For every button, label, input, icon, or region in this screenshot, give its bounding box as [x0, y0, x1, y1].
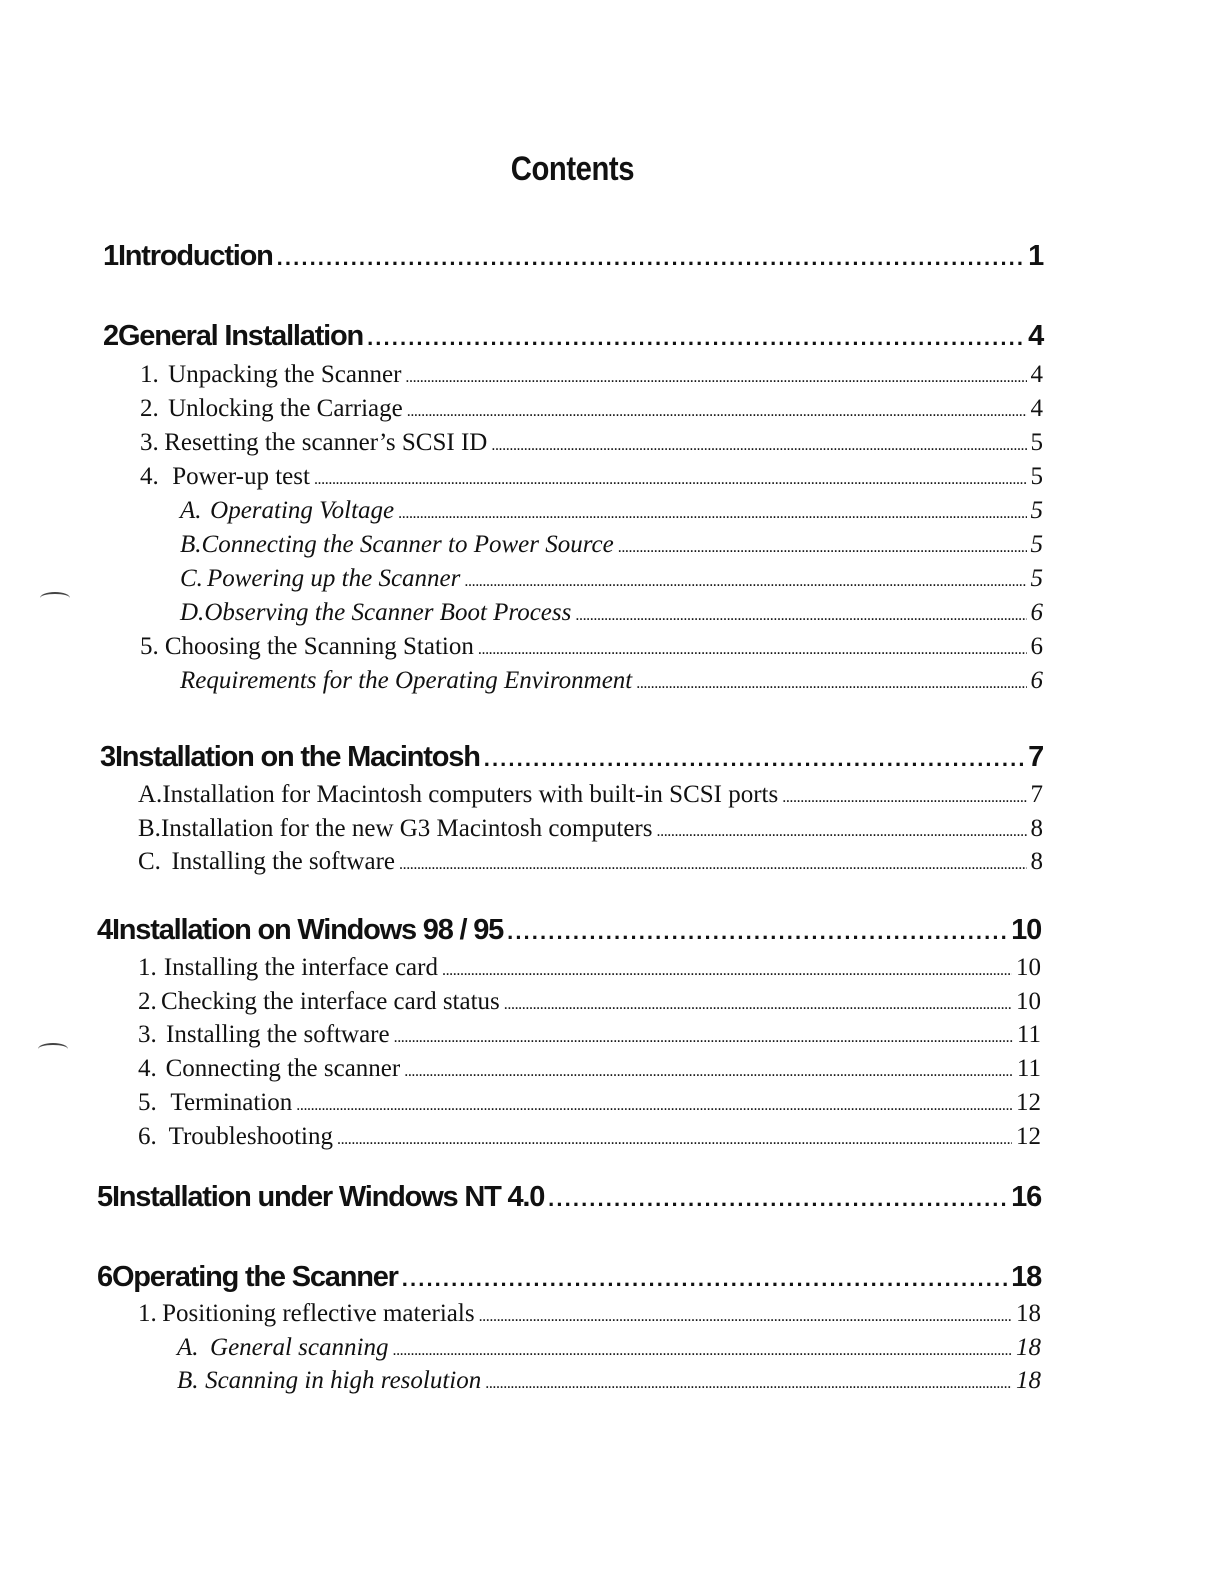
chapter-number: 5	[97, 1181, 112, 1213]
entry-title: Checking the interface card status	[161, 988, 500, 1015]
toc-entry-4-3[interactable]	[138, 1019, 1041, 1051]
dot-leader	[296, 1090, 1012, 1122]
toc-chapter-6[interactable]	[97, 1259, 1041, 1295]
page-number: 18	[1016, 1367, 1041, 1394]
toc-entry-4-6[interactable]	[138, 1121, 1041, 1153]
toc-entry-2-4-c[interactable]	[180, 563, 1043, 595]
entry-number: 1.	[138, 1300, 157, 1327]
entry-number: 1.	[140, 361, 159, 388]
entry-number: 6.	[138, 1123, 157, 1150]
toc-entry-2-5[interactable]	[140, 631, 1043, 663]
toc-entry-2-4-b[interactable]	[180, 529, 1043, 561]
toc-entry-2-4-a[interactable]	[180, 495, 1043, 527]
dot-leader	[407, 396, 1027, 428]
page-number: 10	[1016, 954, 1041, 981]
page-number: 12	[1016, 1123, 1041, 1150]
dot-leader	[398, 498, 1026, 530]
dot-leader	[394, 1022, 1013, 1054]
dot-leader	[657, 816, 1027, 848]
dot-leader	[479, 1301, 1012, 1333]
page-number: 5	[1030, 429, 1043, 456]
toc-entry-6-1-b[interactable]	[177, 1365, 1041, 1397]
page-number: 4	[1030, 395, 1043, 422]
entry-title: Installing the software	[171, 848, 395, 875]
page-number: 6	[1030, 667, 1043, 694]
chapter-number: 4	[97, 914, 112, 946]
chapter-title: Introduction	[117, 240, 273, 272]
entry-number: 2.	[138, 988, 157, 1015]
dot-leader	[478, 634, 1027, 666]
dot-leader	[504, 989, 1012, 1021]
page-number: 7	[1028, 741, 1043, 773]
entry-title: Connecting the Scanner to Power Source	[201, 531, 614, 558]
dot-leader	[548, 1181, 1007, 1217]
toc-chapter-1[interactable]	[103, 238, 1043, 274]
dot-leader	[491, 430, 1026, 462]
page-number: 11	[1016, 1021, 1041, 1048]
dot-leader	[782, 782, 1026, 814]
dot-leader	[367, 320, 1024, 356]
entry-number: 1.	[138, 954, 157, 981]
scan-mark	[38, 1043, 68, 1055]
entry-title: Scanning in high resolution	[205, 1367, 482, 1394]
chapter-number: 3	[100, 741, 115, 773]
page-number: 10	[1016, 988, 1041, 1015]
dot-leader	[442, 955, 1012, 987]
scan-mark	[40, 592, 70, 604]
toc-entry-2-4[interactable]	[140, 461, 1043, 493]
entry-letter: B.	[138, 815, 161, 842]
dot-leader	[402, 1261, 1007, 1297]
page-number: 5	[1030, 531, 1043, 558]
entry-title: Power-up test	[172, 463, 310, 490]
entry-number: 2.	[140, 395, 159, 422]
dot-leader	[405, 362, 1026, 394]
page-number: 8	[1030, 815, 1043, 842]
dot-leader	[314, 464, 1027, 496]
entry-number: 5.	[140, 633, 159, 660]
page-number: 8	[1030, 848, 1043, 875]
toc-entry-3-c[interactable]	[138, 846, 1043, 878]
entry-title: Termination	[170, 1089, 293, 1116]
entry-letter: B.	[177, 1367, 199, 1394]
toc-entry-2-1[interactable]	[140, 359, 1043, 391]
entry-letter: D.	[180, 599, 205, 626]
entry-number: 3.	[138, 1021, 157, 1048]
dot-leader	[277, 240, 1024, 276]
entry-title: Positioning reflective materials	[162, 1300, 475, 1327]
dot-leader	[337, 1124, 1012, 1156]
toc-entry-4-1[interactable]	[138, 952, 1041, 984]
chapter-number: 6	[97, 1261, 112, 1293]
page-number: 5	[1030, 497, 1043, 524]
page-number: 5	[1030, 463, 1043, 490]
page-number: 10	[1011, 914, 1041, 946]
entry-title: Requirements for the Operating Environment	[180, 667, 633, 694]
page-number: 16	[1011, 1181, 1041, 1213]
entry-letter: C.	[180, 565, 203, 592]
page-number: 6	[1030, 599, 1043, 626]
toc-entry-4-5[interactable]	[138, 1087, 1041, 1119]
entry-title: Resetting the scanner’s SCSI ID	[164, 429, 488, 456]
dot-leader	[464, 566, 1026, 598]
page-number: 11	[1016, 1055, 1041, 1082]
dot-leader	[484, 741, 1024, 777]
toc-entry-2-5-req[interactable]	[180, 665, 1043, 697]
page-number: 5	[1030, 565, 1043, 592]
page-number: 1	[1028, 240, 1043, 272]
toc-entry-2-2[interactable]	[140, 393, 1043, 425]
entry-title: Choosing the Scanning Station	[164, 633, 474, 660]
chapter-number: 1	[103, 240, 118, 272]
page-number: 7	[1030, 781, 1043, 808]
entry-title: Observing the Scanner Boot Process	[204, 599, 572, 626]
toc-entry-2-3[interactable]	[140, 427, 1043, 459]
page-title: Contents	[510, 150, 635, 188]
toc-entry-6-1[interactable]	[138, 1298, 1041, 1330]
entry-title: Installing the software	[166, 1021, 390, 1048]
toc-entry-4-4[interactable]	[138, 1053, 1041, 1085]
entry-letter: A.	[177, 1334, 199, 1361]
chapter-title: Installation on Windows 98 / 95	[111, 914, 504, 946]
chapter-title: General Installation	[117, 320, 364, 352]
chapter-title: Installation under Windows NT 4.0	[111, 1181, 545, 1213]
toc-entry-6-1-a[interactable]	[177, 1332, 1041, 1364]
toc-chapter-4[interactable]	[97, 912, 1041, 948]
dot-leader	[485, 1368, 1012, 1400]
entry-title: Installation for Macintosh computers with built-in SCSI ports	[162, 781, 779, 808]
toc-entry-4-2[interactable]	[138, 986, 1041, 1018]
dot-leader	[399, 849, 1027, 881]
page-number: 18	[1016, 1334, 1041, 1361]
entry-number: 5.	[138, 1089, 157, 1116]
dot-leader	[618, 532, 1027, 564]
entry-title: Operating Voltage	[210, 497, 395, 524]
toc-entry-2-4-d[interactable]	[180, 597, 1043, 629]
chapter-number: 2	[103, 320, 118, 352]
entry-letter: A.	[180, 497, 202, 524]
entry-letter: C.	[138, 848, 161, 875]
dot-leader	[575, 600, 1026, 632]
entry-title: General scanning	[210, 1334, 389, 1361]
page-number: 4	[1030, 361, 1043, 388]
page-number: 6	[1030, 633, 1043, 660]
toc-chapter-2[interactable]	[103, 318, 1043, 354]
toc-chapter-5[interactable]	[97, 1179, 1041, 1215]
entry-title: Connecting the scanner	[165, 1055, 401, 1082]
entry-title: Installation for the new G3 Macintosh computers	[160, 815, 653, 842]
chapter-title: Operating the Scanner	[111, 1261, 398, 1293]
page-number: 4	[1028, 320, 1043, 352]
dot-leader	[507, 914, 1007, 950]
chapter-title: Installation on the Macintosh	[114, 741, 480, 773]
dot-leader	[636, 668, 1026, 700]
page-number: 18	[1011, 1261, 1041, 1293]
entry-letter: A.	[138, 781, 163, 808]
entry-letter: B.	[180, 531, 202, 558]
toc-entry-3-a[interactable]	[138, 779, 1043, 811]
entry-title: Powering up the Scanner	[206, 565, 461, 592]
page-number: 18	[1016, 1300, 1041, 1327]
dot-leader	[392, 1335, 1012, 1367]
entry-title: Unlocking the Carriage	[168, 395, 403, 422]
entry-title: Installing the interface card	[163, 954, 438, 981]
entry-number: 4.	[140, 463, 159, 490]
toc-entry-3-b[interactable]	[138, 813, 1043, 845]
entry-title: Troubleshooting	[168, 1123, 333, 1150]
entry-number: 4.	[138, 1055, 157, 1082]
entry-number: 3.	[140, 429, 159, 456]
dot-leader	[404, 1056, 1013, 1088]
toc-chapter-3[interactable]	[100, 739, 1043, 775]
entry-title: Unpacking the Scanner	[168, 361, 402, 388]
page-number: 12	[1016, 1089, 1041, 1116]
